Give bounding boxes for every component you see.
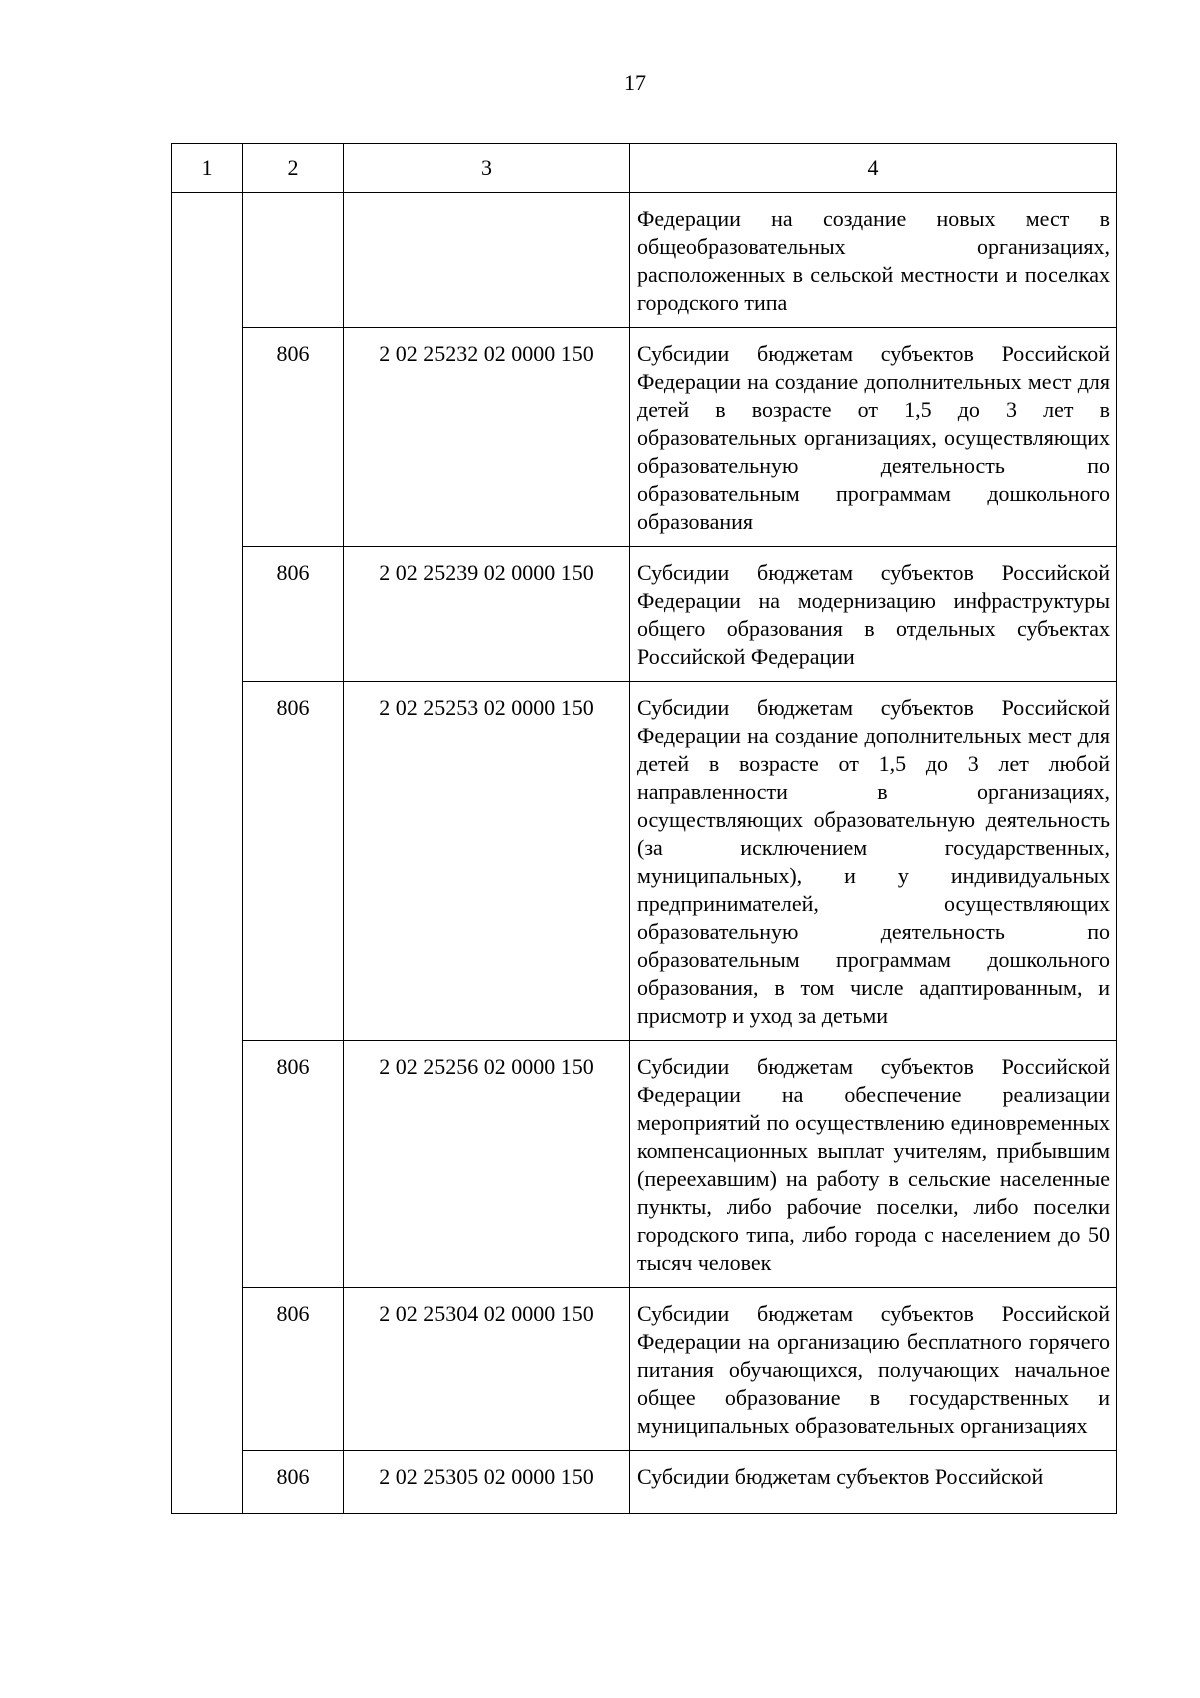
admin-code-cell: 806 — [243, 1451, 344, 1514]
table-row — [172, 682, 1117, 1041]
description-cell: Субсидии бюджетам субъектов Российской — [630, 1451, 1117, 1514]
revenue-codes-table — [171, 143, 1117, 1514]
description-cell: Субсидии бюджетам субъектов Российской Федерации на создание дополнительных мест для детей в возрасте от 1,5 до 3 лет любой направленности в организациях, осуществляющих образовательную деятельность (за исключением государственных, муниципальных), и у индивидуальных предпринимателей, осуществляющих образовательную деятельность по образовательным программам дошкольного образования, в том числе адаптированным, и присмотр и уход за детьми — [630, 682, 1117, 1041]
admin-code-cell: 806 — [243, 1041, 344, 1288]
row-number-cell — [172, 193, 243, 1514]
revenue-code-cell: 2 02 25304 02 0000 150 — [344, 1288, 630, 1451]
table-row — [172, 1288, 1117, 1451]
table-row-continuation — [172, 193, 1117, 328]
admin-code-cell: 806 — [243, 547, 344, 682]
admin-code-cell: 806 — [243, 328, 344, 547]
table-row — [172, 1041, 1117, 1288]
description-cell: Субсидии бюджетам субъектов Российской Федерации на модернизацию инфраструктуры общего образования в отдельных субъектах Российской Федерации — [630, 547, 1117, 682]
description-cell: Субсидии бюджетам субъектов Российской Федерации на создание дополнительных мест для детей в возрасте от 1,5 до 3 лет в образовательных организациях, осуществляющих образовательную деятельность по образовательным программам дошкольного образования — [630, 328, 1117, 547]
column-header-4: 4 — [630, 144, 1117, 193]
admin-code-cell: 806 — [243, 1288, 344, 1451]
description-cell: Федерации на создание новых мест в общеобразовательных организациях, расположенных в сельской местности и поселках городского типа — [630, 193, 1117, 328]
revenue-code-cell: 2 02 25256 02 0000 150 — [344, 1041, 630, 1288]
table-row — [172, 547, 1117, 682]
table-row — [172, 328, 1117, 547]
revenue-code-cell: 2 02 25305 02 0000 150 — [344, 1451, 630, 1514]
revenue-code-cell: 2 02 25239 02 0000 150 — [344, 547, 630, 682]
column-header-2: 2 — [243, 144, 344, 193]
column-header-1: 1 — [172, 144, 243, 193]
admin-code-cell: 806 — [243, 682, 344, 1041]
table-header-row — [172, 144, 1117, 193]
revenue-code-cell: 2 02 25253 02 0000 150 — [344, 682, 630, 1041]
revenue-code-cell — [344, 193, 630, 328]
table-row — [172, 1451, 1117, 1514]
admin-code-cell — [243, 193, 344, 328]
description-cell: Субсидии бюджетам субъектов Российской Федерации на обеспечение реализации мероприятий по осуществлению единовременных компенсационных выплат учителям, прибывшим (переехавшим) на работу в сельские населенные пункты, либо рабочие поселки, либо поселки городского типа, либо города с населением до 50 тысяч человек — [630, 1041, 1117, 1288]
description-cell: Субсидии бюджетам субъектов Российской Федерации на организацию бесплатного горячего питания обучающихся, получающих начальное общее образование в государственных и муниципальных образовательных организациях — [630, 1288, 1117, 1451]
page-number: 17 — [624, 70, 646, 95]
revenue-code-cell: 2 02 25232 02 0000 150 — [344, 328, 630, 547]
column-header-3: 3 — [344, 144, 630, 193]
